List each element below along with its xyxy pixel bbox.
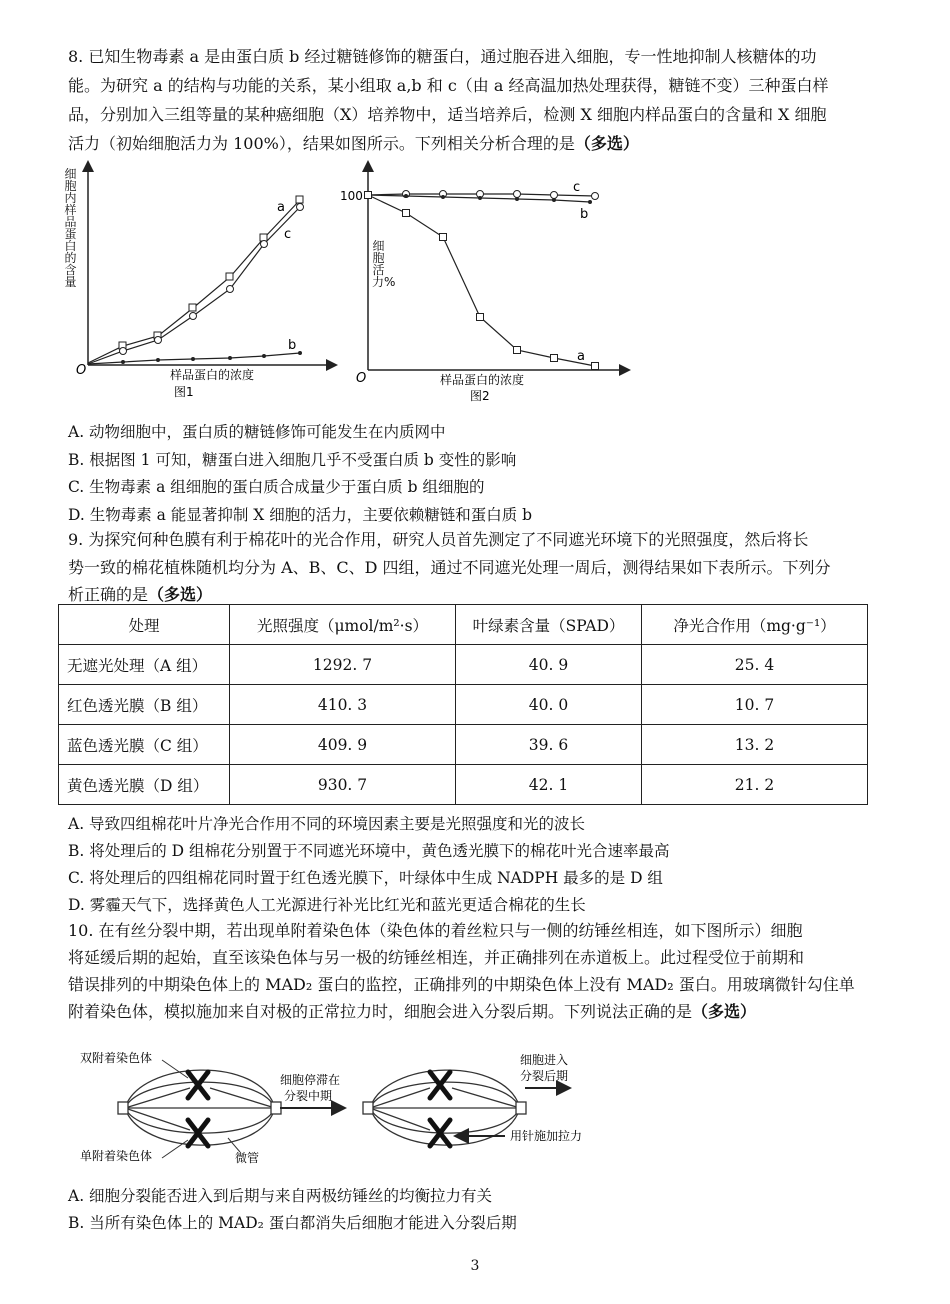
q9-line-2: 势一致的棉花植株随机均分为 A、B、C、D 四组，通过不同遮光处理一周后，测得结果如下表所示。下列分 [68,558,831,577]
fig1-ylabel: 细胞内样品蛋白的含量 [64,167,77,289]
table-cell: 410. 3 [230,685,456,725]
q9-multi-select-tag: （多选） [148,585,213,604]
chromosome-icon [188,1072,208,1146]
fig1-curve-a-points [119,196,303,349]
q10-line-4 [68,1002,908,1022]
table-header-cell: 叶绿素含量（SPAD） [456,605,642,645]
fig2-ylabel: 细胞活力% [372,239,396,289]
fig2-xlabel: 样品蛋白的浓度 [440,373,525,387]
table-cell: 40. 9 [456,645,642,685]
table-cell: 蓝色透光膜（C 组） [59,725,230,765]
q9-option-a: A. 导致四组棉花叶片净光合作用不同的环境因素主要是光照强度和光的波长 [68,815,586,833]
table-cell: 40. 0 [456,685,642,725]
label-enter-1: 细胞进入 [520,1053,569,1067]
table-cell: 409. 9 [230,725,456,765]
q8-line-3: 品，分别加入三组等量的某种癌细胞（X）培养物中，适当培养后，检测 X 细胞内样品蛋白的含量和 X 细胞 [68,105,827,124]
q9-line-3-text: 析正确的是 [68,585,149,604]
fig2-label-b: b [580,207,589,222]
table-cell: 930. 7 [230,765,456,805]
q9-option-d: D. 雾霾天气下，选择黄色人工光源进行补光比红光和蓝光更适合棉花的生长 [68,896,586,914]
figure-1 [70,160,340,405]
fig2-ytick-100: 100 [340,189,363,203]
table-cell: 39. 6 [456,725,642,765]
fig1-label-a: a [277,200,285,215]
fig2-curve-a [368,195,595,366]
fig2-label-c: c [573,180,581,195]
label-needle: 用针施加拉力 [510,1129,583,1143]
table-row [59,765,868,805]
table-header-cell: 处理 [59,605,230,645]
fig1-origin: O [76,363,87,378]
fig1-xlabel: 样品蛋白的浓度 [170,368,255,382]
fig2-curve-a-points [365,192,599,370]
table-header-cell: 光照强度（μmol/m²·s） [230,605,456,645]
q8-line-2: 能。为研究 a 的结构与功能的关系，某小组取 a,b 和 c（由 a 经高温加热处理获得，糖链不变）三种蛋白样 [68,76,829,95]
q10-multi-select-tag: （多选） [692,1002,757,1021]
table-header-row [59,605,868,645]
table-row [59,725,868,765]
q9-data-table [58,604,868,805]
table-cell: 1292. 7 [230,645,456,685]
fig1-label-c: c [284,227,292,242]
fig2-origin: O [356,371,367,386]
table-cell: 25. 4 [642,645,868,685]
q8-option-a: A. 动物细胞中，蛋白质的糖链修饰可能发生在内质网中 [68,423,446,441]
table-cell: 13. 2 [642,725,868,765]
q8-option-c: C. 生物毒素 a 组细胞的蛋白质合成量少于蛋白质 b 组细胞的 [68,478,485,496]
q10-line-2: 将延缓后期的起始，直至该染色体与另一极的纺锤丝相连，并正确排列在赤道板上。此过程受位于前期和 [68,948,805,967]
fig1-curve-c [88,207,300,364]
fig1-curve-b-points [121,351,302,364]
q8-option-b: B. 根据图 1 可知，糖蛋白进入细胞几乎不受蛋白质 b 变性的影响 [68,451,517,469]
q9-option-b: B. 将处理后的 D 组棉花分别置于不同遮光环境中，黄色透光膜下的棉花叶光合速率最高 [68,842,670,860]
q10-line-1: 10. 在有丝分裂中期，若出现单附着染色体（染色体的着丝粒只与一侧的纺锤丝相连，如下图所示）细胞 [68,921,803,940]
fig1-label-b: b [288,338,297,353]
table-cell: 10. 7 [642,685,868,725]
spindle-diagram [80,1040,620,1170]
fig1-curve-a [88,200,300,363]
table-row [59,645,868,685]
q10-line-3: 错误排列的中期染色体上的 MAD₂ 蛋白的监控，正确排列的中期染色体上没有 MAD₂ 蛋白。用玻璃微针勾住单 [68,975,855,994]
table-header-cell: 净光合作用（mg·g⁻¹） [642,605,868,645]
label-double-attached: 双附着染色体 [80,1051,153,1065]
figure-2 [340,160,640,405]
table-cell: 红色透光膜（B 组） [59,685,230,725]
fig2-caption: 图2 [470,389,490,403]
q9-line-3 [68,585,908,605]
label-single-attached: 单附着染色体 [80,1149,153,1163]
q10-option-b: B. 当所有染色体上的 MAD₂ 蛋白都消失后细胞才能进入分裂后期 [68,1214,517,1232]
label-microtubule: 微管 [235,1151,260,1165]
q8-line-4-text: 活力（初始细胞活力为 100%），结果如图所示。下列相关分析合理的是 [68,134,575,153]
q8-multi-select-tag: （多选） [574,134,639,153]
label-enter-2: 分裂后期 [520,1069,569,1083]
table-cell: 黄色透光膜（D 组） [59,765,230,805]
label-stuck-1: 细胞停滞在 [280,1073,341,1087]
fig2-label-a: a [577,349,585,364]
q8-line-1: 8. 已知生物毒素 a 是由蛋白质 b 经过糖链修饰的糖蛋白，通过胞吞进入细胞，专一性地抑制人核糖体的功 [68,47,817,66]
table-cell: 21. 2 [642,765,868,805]
table-cell: 42. 1 [456,765,642,805]
q10-line-4-text: 附着染色体，模拟施加来自对极的正常拉力时，细胞会进入分裂后期。下列说法正确的是 [68,1002,693,1021]
table-row [59,685,868,725]
table-cell: 无遮光处理（A 组） [59,645,230,685]
q9-line-1: 9. 为探究何种色膜有利于棉花叶的光合作用，研究人员首先测定了不同遮光环境下的光照强度，然后将长 [68,530,809,549]
fig1-caption: 图1 [174,385,194,399]
q10-option-a: A. 细胞分裂能否进入到后期与来自两极纺锤丝的均衡拉力有关 [68,1187,493,1205]
q8-option-d: D. 生物毒素 a 能显著抑制 X 细胞的活力，主要依赖糖链和蛋白质 b [68,506,533,524]
label-stuck-2: 分裂中期 [284,1089,333,1103]
page-number: 3 [470,1258,480,1274]
q9-option-c: C. 将处理后的四组棉花同时置于红色透光膜下，叶绿体中生成 NADPH 最多的是 D 组 [68,869,663,887]
q8-line-4 [68,134,908,154]
